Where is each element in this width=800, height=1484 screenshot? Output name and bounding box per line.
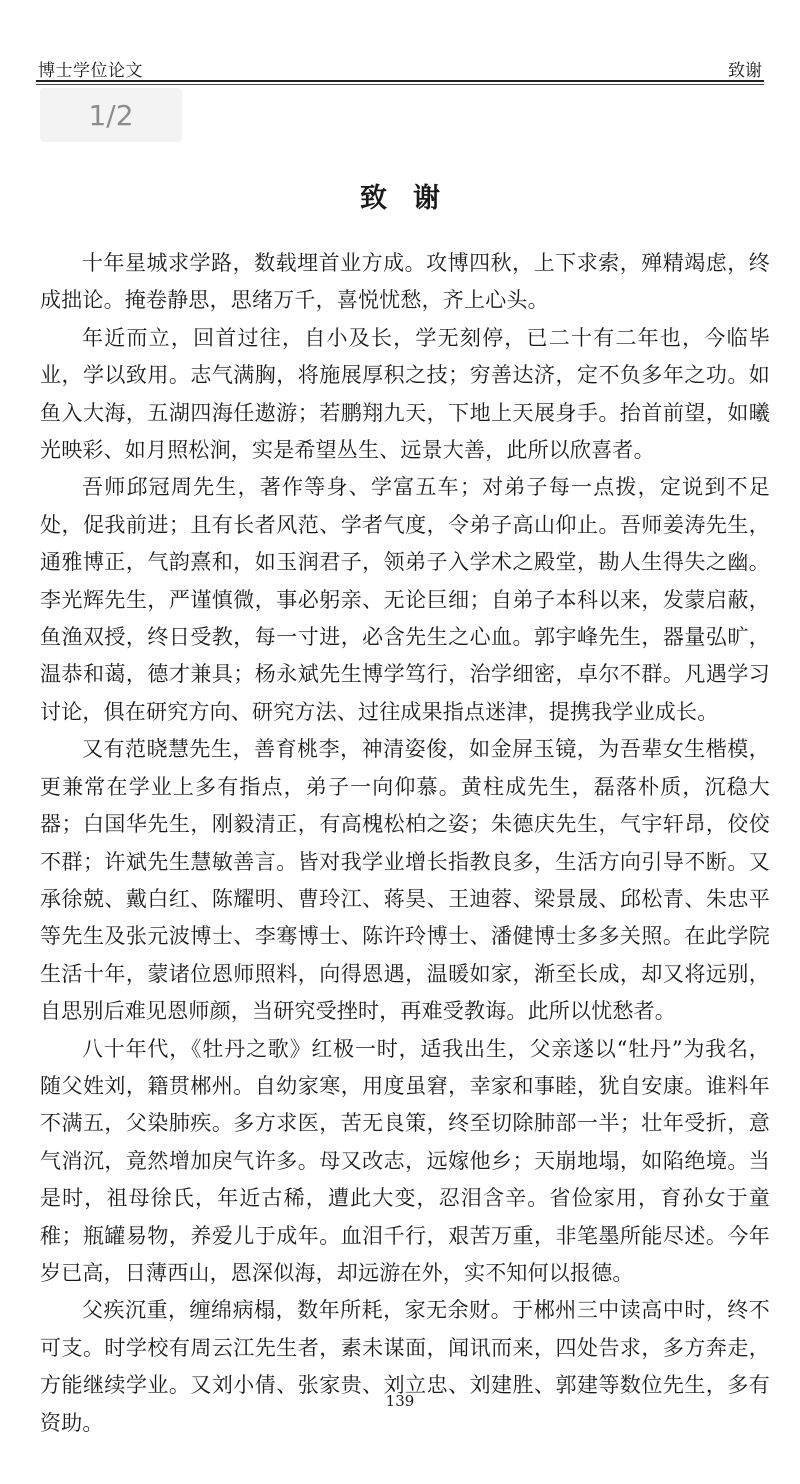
page-title: 致谢 bbox=[360, 183, 466, 214]
running-header-section: 致谢 bbox=[728, 61, 762, 81]
paragraph: 年近而立，回首过往，自小及长，学无刻停，已二十有二年也，今临毕业，学以致用。志气满胸，将施展厚积之技；穷善达济，定不负多年之功。如鱼入大海，五湖四海任遨游；若鹏翔九天，下地上天展身手。抬首前望，如曦光映彩、如月照松涧，实是希望丛生、远景大善，此所以欣喜者。 bbox=[40, 325, 770, 463]
paragraph: 八十年代，《牡丹之歌》红极一时，适我出生，父亲遂以“牡丹”为我名，随父姓刘，籍贯郴州。自幼家寒，用度虽窘，幸家和事睦，犹自安康。谁料年不满五，父染肺疾。多方求医，苦无良策，终至切除肺部一半；壮年受折，意气消沉，竟然增加戾气许多。母又改志，远嫁他乡；天崩地塌，如陷绝境。当是时，祖母徐氏，年近古稀，遭此大变，忍泪含辛。省俭家用，育孙女于童稚；瓶罐易物，养爱儿于成年。血泪千行，艰苦万重，非笔墨所能尽述。今年岁已高，日薄西山，恩深似海，却远游在外，实不知何以报德。 bbox=[40, 1036, 770, 1285]
paragraph: 又有范晓慧先生，善育桃李，神清姿俊，如金屏玉镜，为吾辈女生楷模，更兼常在学业上多有指点，弟子一向仰慕。黄柱成先生，磊落朴质，沉稳大器；白国华先生，刚毅清正，有高槐松柏之姿；朱德庆先生，气宇轩昂，佼佼不群；许斌先生慧敏善言。皆对我学业增长指教良多，生活方向引导不断。又承徐兢、戴白红、陈耀明、曹玲江、蒋昊、王迪蓉、梁景晟、邱松青、朱忠平等先生及张元波博士、李骞博士、陈许玲博士、潘健博士多多关照。在此学院生活十年，蒙诸位恩师照料，向得恩遇，温暖如家，渐至长成，却又将远别，自思别后难见恩师颜，当研究受挫时，再难受教诲。此所以忧愁者。 bbox=[40, 737, 770, 1024]
header-divider bbox=[36, 80, 764, 82]
paragraph: 父疾沉重，缠绵病榻，数年所耗，家无余财。于郴州三中读高中时，终不可支。时学校有周云江先生者，素未谋面，闻讯而来，四处告求，多方奔走，方能继续学业。又刘小倩、张家贵、刘立忠、刘建胜、郭建等数位先生，多有资助。 bbox=[40, 1298, 770, 1435]
paragraph: 十年星城求学路，数载埋首业方成。攻博四秋，上下求索，殚精竭虑，终成拙论。掩卷静思，思绪万千，喜悦忧愁，齐上心头。 bbox=[40, 251, 770, 313]
paragraph: 吾师邱冠周先生，著作等身、学富五车；对弟子每一点拨，定说到不足处，促我前进；且有长者风范、学者气度，令弟子高山仰止。吾师姜涛先生，通雅博正，气韵熹和，如玉润君子，领弟子入学术之殿堂，勘人生得失之幽。李光辉先生，严谨慎微，事必躬亲、无论巨细；自弟子本科以来，发蒙启蔽，鱼渔双授，终日受教，每一寸进，必含先生之心血。郭宇峰先生，器量弘旷，温恭和蔼，德才兼具；杨永斌先生博学笃行，治学细密，卓尔不群。凡遇学习讨论，俱在研究方向、研究方法、过往成果指点迷津，提携我学业成长。 bbox=[40, 475, 770, 724]
page-counter-badge: 1/2 bbox=[40, 88, 182, 142]
running-header-thesis: 博士学位论文 bbox=[38, 61, 143, 81]
acknowledgement-body bbox=[40, 245, 770, 1442]
header-divider-thin bbox=[36, 84, 764, 85]
page-number: 139 bbox=[385, 1392, 415, 1410]
